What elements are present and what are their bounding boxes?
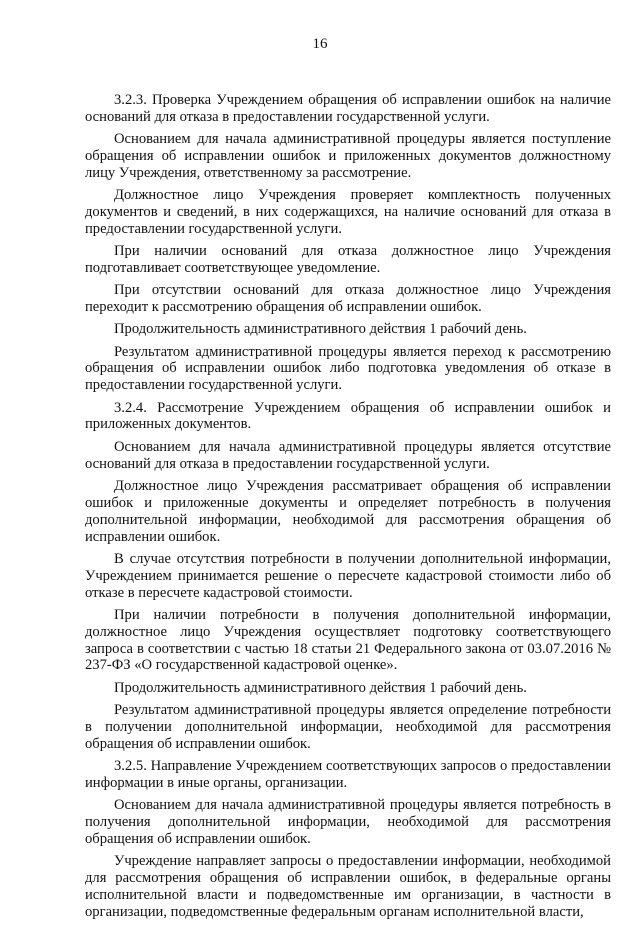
- paragraph: Должностное лицо Учреждения рассматривает обращения об исправлении ошибок и приложенные документы и определяет потребность в получения дополнительной информации, необходимой для рассмотрения обращения об исправлении ошибок.: [85, 477, 611, 545]
- paragraph: Основанием для начала административной процедуры является потребность в получения дополнительной информации, необходимой для рассмотрения обращения об исправлении ошибок.: [85, 796, 611, 847]
- paragraph: В случае отсутствия потребности в получении дополнительной информации, Учреждением принимается решение о пересчете кадастровой стоимости либо об отказе в пересчете кадастровой стоимости.: [85, 550, 611, 601]
- paragraph: Результатом административной процедуры является определение потребности в получении дополнительной информации, необходимой для рассмотрения обращения об исправлении ошибок.: [85, 701, 611, 752]
- paragraph-3-2-3-heading: 3.2.3. Проверка Учреждением обращения об исправлении ошибок на наличие оснований для отказа в предоставлении государственной услуги.: [85, 92, 611, 125]
- paragraph: Должностное лицо Учреждения проверяет комплектность полученных документов и сведений, в них содержащихся, на наличие оснований для отказа в предоставлении государственной услуги.: [85, 187, 611, 237]
- document-body: [85, 92, 611, 926]
- paragraph: Основанием для начала административной процедуры является отсутствие оснований для отказа в предоставлении государственной услуги.: [85, 438, 611, 472]
- paragraph: При наличии оснований для отказа должностное лицо Учреждения подготавливает соответствующее уведомление.: [85, 243, 611, 277]
- paragraph: Продолжительность административного действия 1 рабочий день.: [114, 679, 527, 696]
- paragraph-3-2-4-heading: 3.2.4. Рассмотрение Учреждением обращения об исправлении ошибок и приложенных документов.: [85, 399, 611, 433]
- paragraph: Основанием для начала административной процедуры является поступление обращения об исправлении ошибок и приложенных документов должностному лицу Учреждения, ответственному за рассмотрение.: [85, 131, 611, 181]
- paragraph-3-2-5-heading: 3.2.5. Направление Учреждением соответствующих запросов о предоставлении информации в иные органы, организации.: [85, 757, 611, 791]
- paragraph: При отсутствии оснований для отказа должностное лицо Учреждения переходит к рассмотрению обращения об исправлении ошибок.: [85, 282, 611, 316]
- paragraph: При наличии потребности в получения дополнительной информации, должностное лицо Учреждения осуществляет подготовку соответствующего запроса в соответствии с частью 18 статьи 21 Федерального закона от 03.07.2016 № 237-ФЗ «О государственной кадастровой оценке».: [85, 606, 611, 674]
- paragraph: Учреждение направляет запросы о предоставлении информации, необходимой для рассмотрения обращения об исправлении ошибок, в федеральные органы исполнительной власти и подведомственные им организации, в частности в организации, подведомственные федеральным органам исполнительной власти,: [85, 853, 611, 920]
- paragraph: Результатом административной процедуры является переход к рассмотрению обращения об исправлении ошибок либо подготовка уведомления об отказе в предоставлении государственной услуги.: [85, 343, 611, 394]
- page-number: 16: [312, 36, 328, 52]
- paragraph: Продолжительность административного действия 1 рабочий день.: [114, 321, 527, 338]
